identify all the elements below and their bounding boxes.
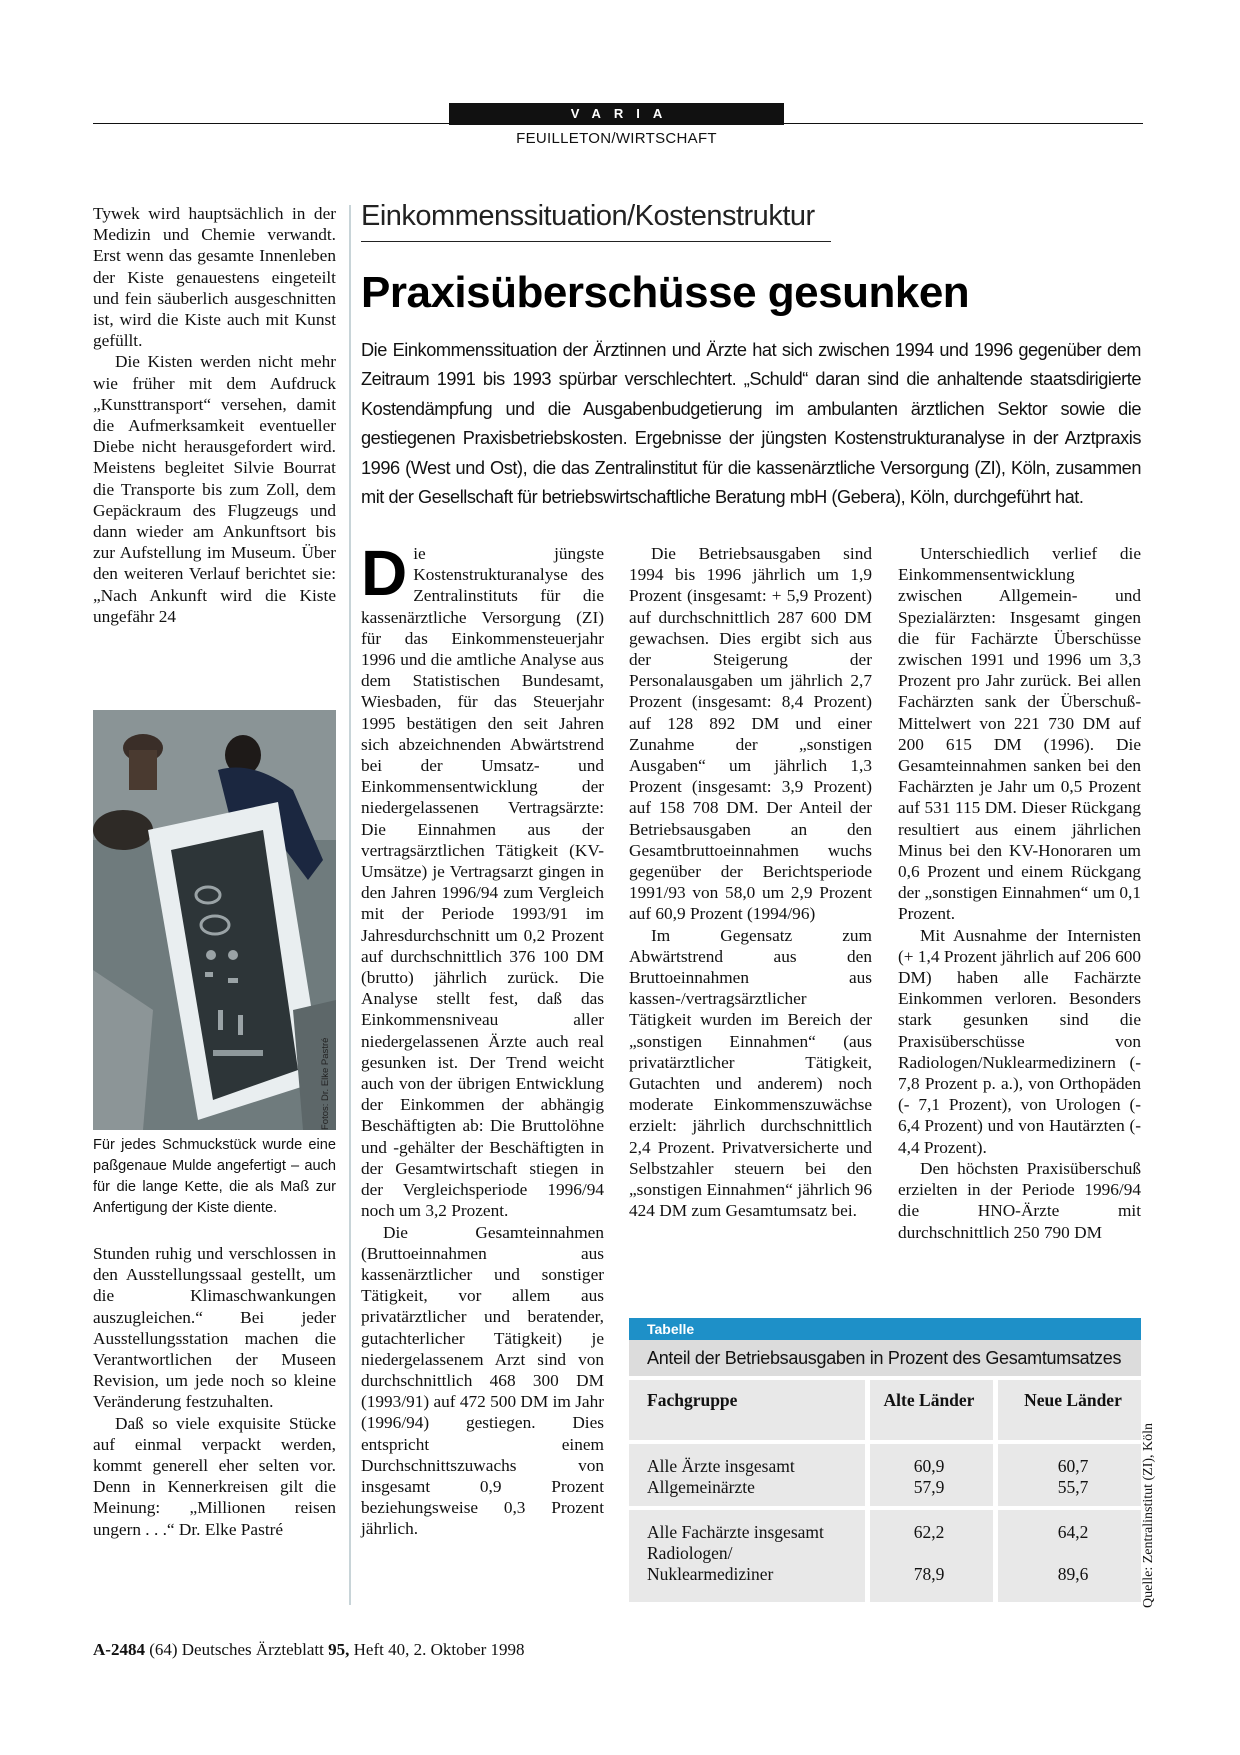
table-cell: 60,9 xyxy=(913,1456,945,1476)
paragraph: Unterschiedlich verlief die Einkommensentwicklung zwischen Allgemein- und Spezialärzten: Insgesamt gingen die für Fachärzte Überschüsse zwischen 1991 und 1996 um 3,3 Prozent pro Jahr zurück. Bei allen Fachärzten sank der Überschuß-Mittelwert von 221 730 DM auf 200 615 DM (1996). Die Gesamteinnahmen sanken bei den Fachärzten je Jahr um 0,5 Prozent auf 531 115 DM. Dieser Rückgang resultiert aus einem jährlichen Minus bei den KV-Honoraren um 0,6 Prozent und einem Rückgang der „sonstigen Einnahmen“ um 0,1 Prozent. xyxy=(898,544,1141,924)
table-body xyxy=(629,1380,1141,1602)
table-cell: 64,2 xyxy=(1057,1522,1089,1542)
page-footer xyxy=(93,1640,793,1660)
article-kicker: Einkommenssituation/Kostenstruktur xyxy=(361,200,815,232)
table-cell: 78,9 xyxy=(913,1564,945,1584)
table-cell: 57,9 xyxy=(913,1477,945,1497)
paragraph: Die Kisten werden nicht mehr wie früher mit dem Aufdruck „Kunsttransport“ versehen, damit die Aufmerksamkeit eventueller Diebe nicht herausgefordert wird. Meistens begleitet Silvie Bourrat die Transporte bis zum Zoll, dem Gepäckraum des Flugzeugs und dann wieder am Ankunftsort bis zur Aufstellung im Museum. Über den weiteren Verlauf berichtet sie: „Nach Ankunft wird die Kiste ungefähr 24 xyxy=(93,352,336,626)
paragraph: Daß so viele exquisite Stücke auf einmal verpackt werden, kommt generell eher selten vor. Denn in Kennerkreisen gilt die Meinung: „Millionen reisen ungern . . .“ Dr. Elke Pastré xyxy=(93,1413,336,1539)
table-cell: Alle Fachärzte insgesamt xyxy=(647,1522,824,1542)
article-column-2 xyxy=(629,543,872,1222)
paragraph: Im Gegensatz zum Abwärtstrend aus den Bruttoeinnahmen aus kassen-/vertragsärztlicher Tätigkeit wurden im Bereich der „sonstigen Einnahmen“ (aus privatärztlicher Tätigkeit, Gutachten und anderem) noch moderate Einkommenszuwächse erzielt: jährlich durchschnittlich 2,4 Prozent. Privatversicherte und Selbstzahler steuern bei den „sonstigen Einnahmen“ jährlich 96 424 DM zum Gesamtumsatz bei. xyxy=(629,925,872,1221)
article-column-1 xyxy=(361,537,604,1540)
article-column-3 xyxy=(898,543,1141,1243)
left-column-top xyxy=(93,203,336,627)
photo-caption: Für jedes Schmuckstück wurde eine paßgenaue Mulde angefertigt – auch für die lange Kette, die als Maß zur Anfertigung der Kiste diente. xyxy=(93,1137,336,1216)
table-cell: 60,7 xyxy=(1057,1456,1089,1476)
paragraph: Die Gesamteinnahmen (Bruttoeinnahmen aus kassenärztlicher und sonstiger Tätigkeit, vor allem aus privatärztlicher und beratender, gutachterlicher Tätigkeit) je niedergelassenem Arzt sind von durchschnittlich 468 300 DM (1993/91) auf 472 500 DM im Jahr (1996/94) gestiegen. Dies entspricht einem Durchschnittszuwachs von insgesamt 0,9 Prozent beziehungsweise 0,3 Prozent jährlich. xyxy=(361,1222,604,1539)
table-row-divider xyxy=(629,1440,1141,1444)
table-cell: Allgemeinärzte xyxy=(647,1477,755,1497)
table-header-cell: Alte Länder xyxy=(883,1390,975,1410)
table-title: Anteil der Betriebsausgaben in Prozent des Gesamtumsatzes xyxy=(629,1340,1141,1376)
footer-volume: 95, xyxy=(328,1640,350,1659)
table-column-divider xyxy=(993,1380,998,1602)
photo-illustration xyxy=(93,710,336,1130)
kicker-underline xyxy=(361,241,831,242)
table-cell: 62,2 xyxy=(913,1522,945,1542)
paragraph: Tywek wird hauptsächlich in der Medizin und Chemie verwandt. Erst wenn das gesamte Innenleben der Kiste genauestens eingeteilt und fein säuberlich ausgeschnitten ist, wird die Kiste auch mit Kunst gefüllt. xyxy=(93,204,336,351)
data-table xyxy=(629,1318,1141,1602)
footer-issue: Heft 40, 2. Oktober 1998 xyxy=(353,1640,525,1659)
table-header-cell: Fachgruppe xyxy=(647,1390,738,1410)
table-source: Quelle: Zentralinstitut (ZI), Köln xyxy=(1141,1422,1156,1608)
paragraph: Die jüngste Kostenstrukturanalyse des Zentralinstituts für die kassenärztliche Versorgung (ZI) für das Einkommensteuerjahr 1996 und die amtliche Analyse aus dem Statistischen Bundesamt, Wiesbaden, für das Steuerjahr 1995 bestätigen den seit Jahren sich abzeichnenden Abwärtstrend bei der Umsatz- und Einkommensentwicklung der niedergelassenen Vertragsärzte: Die Einnahmen aus der vertragsärztlichen Tätigkeit (KV-Umsätze) je Vertragsarzt gingen in den Jahren 1996/94 zum Vergleich mit der Periode 1993/91 im Jahresdurchschnitt um 0,2 Prozent auf durchschnittlich 376 100 DM (brutto) jährlich zurück. Die Analyse stellt fest, daß das Einkommensniveau aller niedergelassenen Ärzte auch real gesunken ist. Der Trend weicht auch von der übrigen Entwicklung der Einkommen der abhängig Beschäftigten ab: Die Bruttolöhne und -gehälter der Beschäftigten in der Gesamtwirtschaft stiegen in der Vergleichsperiode 1996/94 noch um 3,2 Prozent. xyxy=(361,537,604,1221)
photo-credit: Fotos: Dr. Elke Pastré xyxy=(320,1037,331,1130)
table-cell: 55,7 xyxy=(1057,1477,1089,1497)
jewelry-case-photo xyxy=(93,710,336,1130)
article-lead: Die Einkommenssituation der Ärztinnen und Ärzte hat sich zwischen 1994 und 1996 gegenüber dem Zeitraum 1991 bis 1993 spürbar verschlechtert. „Schuld“ daran sind die anhaltende staatsdirigierte Kostendämpfung und die Ausgabenbudgetierung im ambulanten ärztlichen Sektor sowie die gestiegenen Praxisbetriebskosten. Ergebnisse der jüngsten Kostenstrukturanalyse in der Arztpraxis 1996 (West und Ost), die das Zentralinstitut für die kassenärztliche Versorgung (ZI), Köln, zusammen mit der Gesellschaft für betriebswirtschaftliche Beratung mbH (Gebera), Köln, durchgeführt hat. xyxy=(361,340,1141,508)
column-divider xyxy=(349,205,351,1605)
drop-cap: D xyxy=(361,537,408,609)
section-label: VARIA xyxy=(449,103,784,125)
table-tag: Tabelle xyxy=(629,1318,1141,1340)
paragraph: Den höchsten Praxisüberschuß erzielten in der Periode 1996/94 die HNO-Ärzte mit durchschnittlich 250 790 DM xyxy=(898,1158,1141,1242)
table-cell: Nuklearmediziner xyxy=(647,1564,774,1584)
paragraph: Stunden ruhig und verschlossen in den Ausstellungssaal gestellt, um die Klimaschwankungen auszugleichen.“ Bei jeder Ausstellungsstation machen die Verantwortlichen der Museen Revision, um jede noch so kleine Veränderung festzuhalten. xyxy=(93,1244,336,1412)
footer-text: (64) Deutsches Ärzteblatt xyxy=(149,1640,324,1659)
table-cell: 89,6 xyxy=(1057,1564,1089,1584)
table-cell: Radiologen/ xyxy=(647,1543,733,1563)
table-header-cell: Neue Länder xyxy=(1024,1390,1122,1410)
paragraph: Mit Ausnahme der Internisten (+ 1,4 Prozent jährlich auf 206 600 DM) haben alle Fachärzte Einkommen verloren. Besonders stark gesunken sind die Praxisüberschüsse von Radiologen/Nuklearmedizinern (- 7,8 Prozent p. a.), von Orthopäden (- 7,1 Prozent), von Urologen (- 6,4 Prozent) und von Hautärzten (- 4,4 Prozent). xyxy=(898,925,1141,1157)
left-column-bottom xyxy=(93,1243,336,1540)
paragraph: Die Betriebsausgaben sind 1994 bis 1996 jährlich um 1,9 Prozent (insgesamt: + 5,9 Prozent) auf durchschnittlich 287 600 DM gewachsen. Dies ergibt sich aus der Steigerung der Personalausgaben um jährlich 2,7 Prozent (insgesamt: 8,4 Prozent) auf 128 892 DM und einer Zunahme der „sonstigen Ausgaben“ um jährlich 1,3 Prozent (insgesamt: 3,9 Prozent) auf 158 708 DM. Der Anteil der Betriebsausgaben an den Gesamtbruttoeinnahmen wuchs gegenüber der Berichtsperiode 1991/93 von 58,0 um 2,9 Prozent auf 60,9 Prozent (1994/96) xyxy=(629,544,872,924)
page-id: A-2484 xyxy=(93,1640,145,1659)
subsection-label: FEUILLETON/WIRTSCHAFT xyxy=(516,130,717,147)
article-title: Praxisüberschüsse gesunken xyxy=(361,268,970,317)
table-row-divider xyxy=(629,1506,1141,1510)
table-cell: Alle Ärzte insgesamt xyxy=(647,1456,795,1476)
